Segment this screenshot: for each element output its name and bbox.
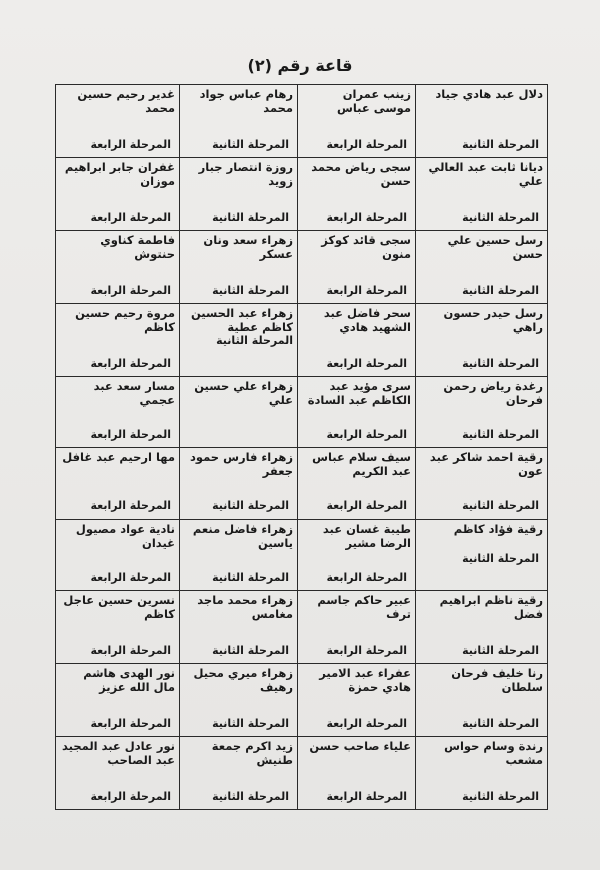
stage-label: المرحلة الرابعة: [326, 789, 407, 803]
stage-label: المرحلة الرابعة: [90, 284, 171, 298]
stage-label: المرحلة الرابعة: [90, 138, 171, 151]
student-name: زهراء فاضل منعم ياسين: [192, 521, 293, 550]
stage-label: المرحلة الرابعة: [326, 428, 407, 442]
student-cell: [180, 158, 298, 231]
student-cell: [180, 304, 298, 377]
stage-label: المرحلة الثانية: [462, 551, 539, 565]
table-row: [56, 85, 548, 158]
student-cell: [56, 448, 180, 519]
student-name: علياء صاحب حسن: [309, 738, 411, 753]
student-name: زهراء محمد ماجد مغامس: [197, 592, 293, 621]
student-name: زهراء عبد الحسين كاظم عطية: [190, 306, 293, 335]
stage-label: المرحلة الرابعة: [90, 789, 171, 803]
stage-label: المرحلة الرابعة: [90, 211, 171, 225]
student-cell: [56, 519, 180, 590]
stage-label: المرحلة الرابعة: [326, 357, 407, 371]
student-cell: [298, 231, 416, 304]
student-name: نور عادل عبد المجيد عبد الصاحب: [61, 738, 175, 767]
stage-label: المرحلة الثانية: [462, 138, 539, 151]
student-cell: [416, 590, 548, 663]
stage-label: المرحلة الثانية: [212, 716, 289, 730]
stage-label: المرحلة الثانية: [212, 499, 289, 513]
student-cell: [416, 519, 548, 590]
stage-label: المرحلة الرابعة: [326, 643, 407, 657]
student-cell: [298, 519, 416, 590]
student-cell: [416, 663, 548, 736]
stage-label: المرحلة الثانية: [462, 643, 539, 657]
student-cell: [56, 590, 180, 663]
student-name: عبير حاكم جاسم ترف: [317, 592, 411, 621]
table-row: [56, 304, 548, 377]
table-row: [56, 377, 548, 448]
student-name: زهراء علي حسين علي: [194, 379, 293, 408]
student-cell: [298, 377, 416, 448]
seating-table-body: [56, 85, 548, 810]
student-cell: [56, 304, 180, 377]
stage-label: المرحلة الثانية: [462, 428, 539, 442]
student-cell: [56, 736, 180, 809]
student-name: روزة انتصار جبار زويد: [198, 160, 293, 189]
stage-label: المرحلة الرابعة: [326, 570, 407, 584]
student-cell: [298, 158, 416, 231]
student-name: سجى قائد كوكز منون: [321, 233, 411, 262]
student-cell: [180, 663, 298, 736]
student-name: نور الهدى هاشم مال الله عزيز: [83, 665, 175, 694]
student-cell: [416, 304, 548, 377]
student-name: سحر فاضل عبد الشهيد هادي: [323, 306, 411, 335]
student-cell: [56, 85, 180, 158]
student-cell: [298, 590, 416, 663]
student-cell: [298, 448, 416, 519]
student-name: دلال عبد هادي جياد: [435, 87, 543, 101]
student-name: ديانا ثابت عبد العالي علي: [428, 160, 543, 189]
table-row: [56, 663, 548, 736]
table-row: [56, 519, 548, 590]
student-name: رهام عباس جواد محمد: [199, 87, 293, 115]
stage-label: المرحلة الثانية: [216, 334, 293, 348]
student-cell: [180, 519, 298, 590]
stage-label: المرحلة الرابعة: [90, 428, 171, 442]
student-name: رقية ناظم ابراهيم فضل: [439, 592, 543, 621]
student-name: مها ارحيم عبد غافل: [62, 450, 175, 465]
stage-label: المرحلة الرابعة: [326, 716, 407, 730]
student-cell: [56, 231, 180, 304]
student-name: فاطمة كناوي حنتوش: [100, 233, 175, 262]
student-cell: [180, 377, 298, 448]
stage-label: المرحلة الثانية: [212, 643, 289, 657]
stage-label: المرحلة الثانية: [462, 789, 539, 803]
student-cell: [416, 158, 548, 231]
stage-label: المرحلة الرابعة: [90, 643, 171, 657]
stage-label: المرحلة الرابعة: [90, 499, 171, 513]
stage-label: المرحلة الثانية: [462, 284, 539, 298]
stage-label: المرحلة الثانية: [212, 570, 289, 584]
student-name: غفران جابر ابراهيم موزان: [64, 160, 175, 189]
student-cell: [298, 736, 416, 809]
stage-label: المرحلة الثانية: [212, 789, 289, 803]
student-name: رقية فؤاد كاظم: [453, 521, 543, 536]
stage-label: المرحلة الثانية: [212, 138, 289, 151]
student-name: رندة وسام حواس مشعب: [444, 738, 543, 767]
student-cell: [298, 85, 416, 158]
student-name: رسل حسين علي حسن: [447, 233, 543, 262]
student-name: زينب عمران موسى عباس: [336, 87, 411, 115]
student-name: رغدة رياض رحمن فرحان: [443, 379, 543, 408]
student-cell: [180, 85, 298, 158]
student-cell: [56, 663, 180, 736]
stage-label: المرحلة الثانية: [462, 716, 539, 730]
stage-label: المرحلة الثانية: [212, 211, 289, 225]
stage-label: المرحلة الثانية: [462, 357, 539, 371]
table-row: [56, 590, 548, 663]
stage-label: المرحلة الرابعة: [326, 211, 407, 225]
stage-label: المرحلة الرابعة: [90, 570, 171, 584]
student-cell: [416, 85, 548, 158]
student-cell: [180, 590, 298, 663]
student-cell: [180, 231, 298, 304]
student-name: مروة رحيم حسين كاظم: [75, 306, 175, 335]
student-name: رنا خليف فرحان سلطان: [451, 665, 543, 694]
student-name: سرى مؤيد عبد الكاظم عبد السادة: [307, 379, 411, 408]
student-name: زهراء ميري محيل رهيف: [193, 665, 293, 694]
student-cell: [180, 736, 298, 809]
table-row: [56, 231, 548, 304]
student-name: رسل حيدر حسون راهي: [443, 306, 543, 335]
stage-label: المرحلة الرابعة: [326, 138, 407, 151]
stage-label: المرحلة الثانية: [462, 499, 539, 513]
stage-label: المرحلة الثانية: [462, 211, 539, 225]
student-name: زهراء سعد ونان عسكر: [203, 233, 293, 262]
student-name: مسار سعد عبد عجمي: [93, 379, 175, 408]
student-cell: [56, 158, 180, 231]
student-cell: [298, 304, 416, 377]
student-cell: [180, 448, 298, 519]
student-name: رقية احمد شاكر عبد عون: [429, 450, 543, 479]
page-title: قاعة رقم (٢): [247, 56, 353, 75]
stage-label: المرحلة الثانية: [212, 284, 289, 298]
student-name: زيد اكرم جمعة طنيش: [211, 738, 293, 767]
student-name: نادية عواد مصيول غيدان: [75, 521, 175, 550]
table-row: [56, 448, 548, 519]
table-row: [56, 158, 548, 231]
student-cell: [416, 736, 548, 809]
table-row: [56, 736, 548, 809]
student-name: غدير رحيم حسين محمد: [77, 87, 175, 115]
student-name: سيف سلام عباس عبد الكريم: [312, 450, 411, 479]
student-cell: [416, 231, 548, 304]
student-name: طيبة غسان عبد الرضا مشير: [322, 521, 411, 550]
seating-table: [55, 84, 548, 810]
stage-label: المرحلة الرابعة: [326, 284, 407, 298]
student-name: نسرين حسين عاجل كاظم: [63, 592, 175, 621]
student-cell: [56, 377, 180, 448]
student-name: سجى رياض محمد حسن: [311, 160, 411, 189]
stage-label: المرحلة الرابعة: [326, 499, 407, 513]
student-cell: [298, 663, 416, 736]
student-name: عفراء عبد الامير هادي حمزة: [319, 665, 411, 694]
student-cell: [416, 377, 548, 448]
stage-label: المرحلة الرابعة: [90, 716, 171, 730]
stage-label: المرحلة الرابعة: [90, 357, 171, 371]
student-cell: [416, 448, 548, 519]
student-name: زهراء فارس حمود جعفر: [189, 450, 293, 479]
